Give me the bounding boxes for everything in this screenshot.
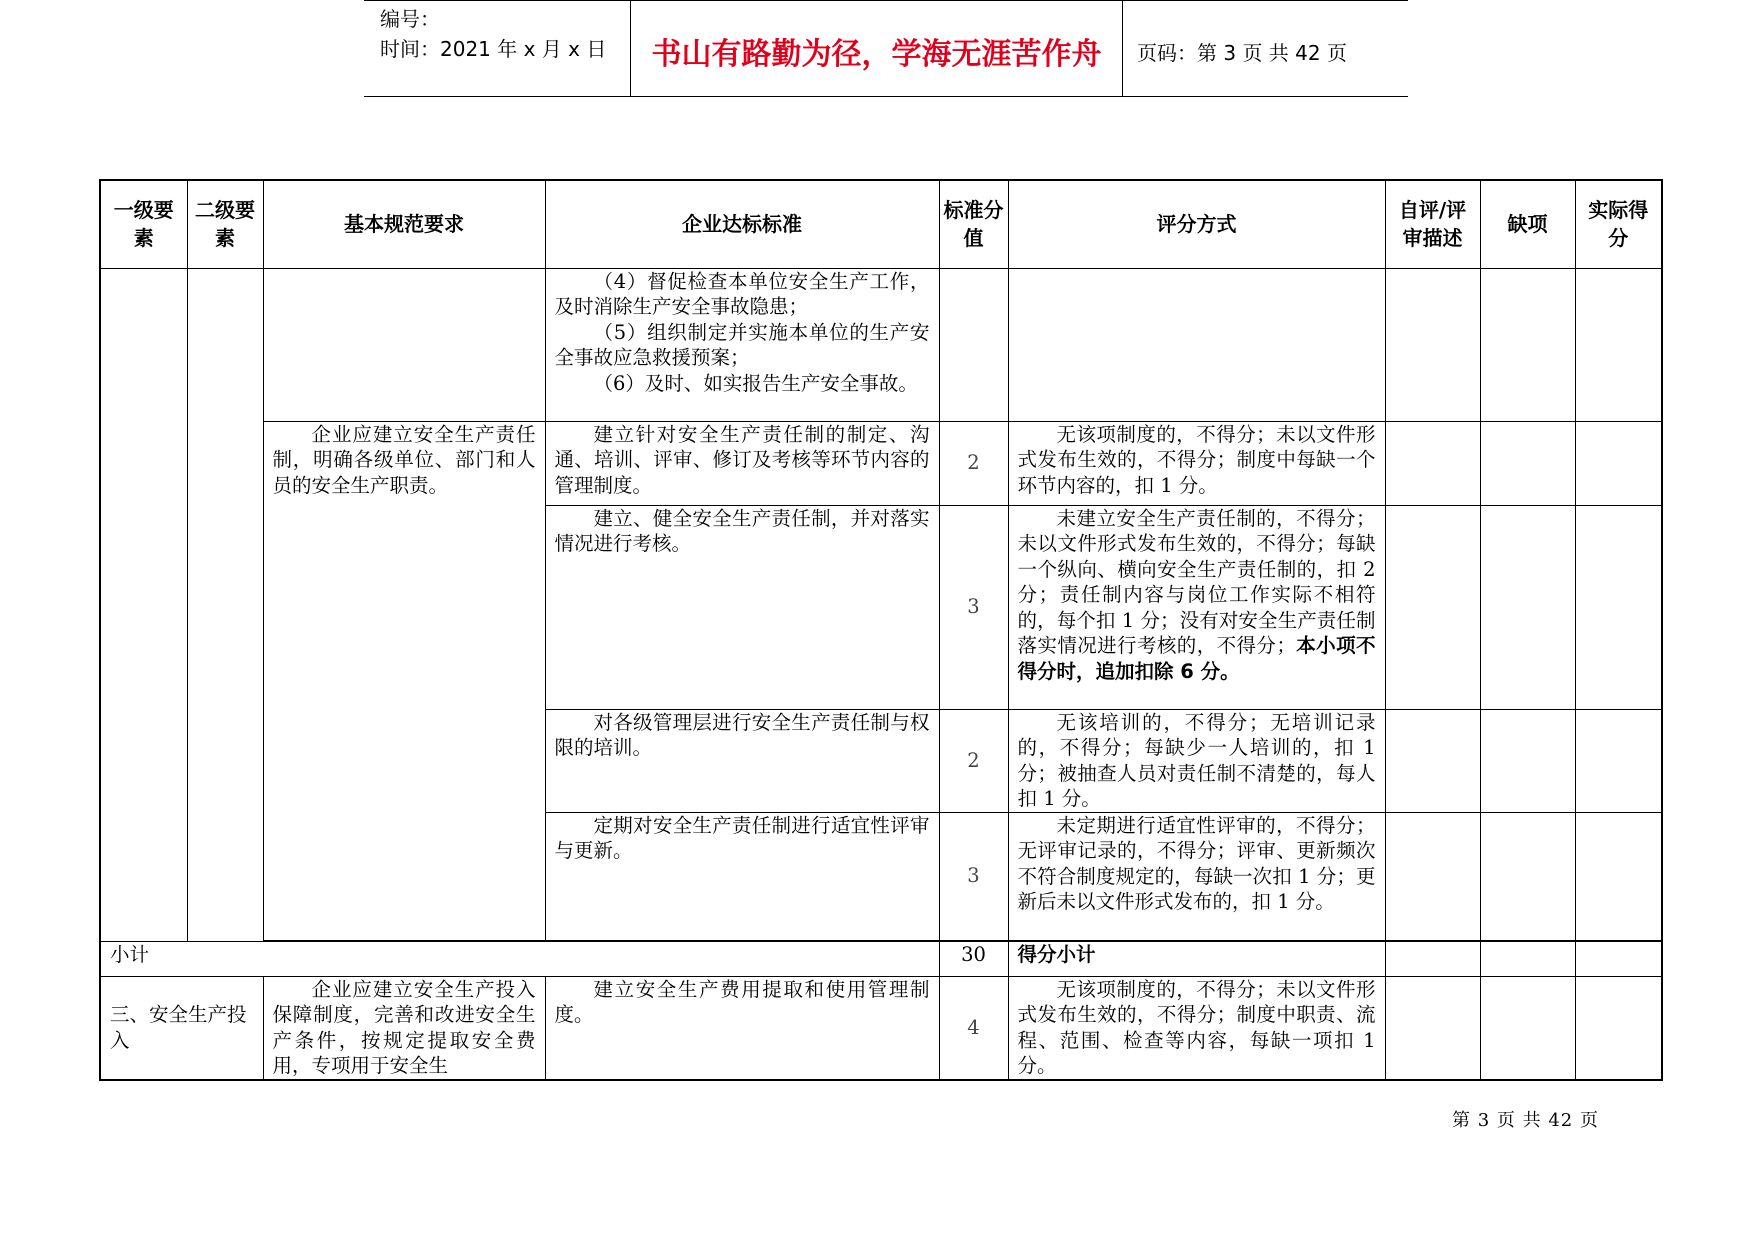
- scoring-cell: 未定期进行适宜性评审的，不得分；无评审记录的，不得分；评审、更新频次不符合制度规定的，每缺一次扣 1 分；更新后未以文件形式发布的，扣 1 分。: [1008, 812, 1385, 940]
- requirement-cell: [263, 268, 545, 421]
- header-points: 标准分值: [939, 180, 1008, 268]
- scoring-cell: [1008, 268, 1385, 421]
- level2-cell: [187, 268, 263, 941]
- header-motto-cell: [631, 1, 1123, 96]
- self-eval-cell: [1385, 976, 1480, 1080]
- standard-cell: [545, 268, 939, 421]
- table-row: [100, 268, 1662, 421]
- standard-cell: 建立安全生产费用提取和使用管理制度。: [545, 976, 939, 1080]
- self-eval-cell: [1385, 709, 1480, 812]
- header-self-eval: 自评/评审描述: [1385, 180, 1480, 268]
- subtotal-points: 30: [939, 941, 1008, 976]
- header-requirement: 基本规范要求: [263, 180, 545, 268]
- table-header-row: [100, 180, 1662, 268]
- subtotal-label: 小计: [100, 941, 939, 976]
- points-cell: 3: [939, 812, 1008, 940]
- header-missing: 缺项: [1480, 180, 1575, 268]
- points-cell: 2: [939, 421, 1008, 505]
- self-eval-cell: [1385, 941, 1480, 976]
- self-eval-cell: [1385, 268, 1480, 421]
- header-page-cell: [1123, 1, 1408, 96]
- level1-cell: [100, 268, 187, 941]
- standard-item: （5）组织制定并实施本单位的生产安全事故应急救援预案；: [554, 320, 930, 369]
- standard-item: （4）督促检查本单位安全生产工作，及时消除生产安全事故隐患；: [554, 269, 930, 318]
- actual-cell: [1575, 421, 1662, 505]
- missing-cell: [1480, 268, 1575, 421]
- missing-cell: [1480, 709, 1575, 812]
- header-scoring: 评分方式: [1008, 180, 1385, 268]
- motto-text: 书山有路勤为径，学海无涯苦作舟: [651, 37, 1102, 72]
- header-standard: 企业达标标准: [545, 180, 939, 268]
- number-label: 编号：: [380, 7, 440, 31]
- actual-cell: [1575, 709, 1662, 812]
- requirement-cell: 企业应建立安全生产投入保障制度，完善和改进安全生产条件，按规定提取安全费用，专项用于安全生: [263, 976, 545, 1080]
- subtotal-row: [100, 941, 1662, 976]
- scoring-text: 未建立安全生产责任制的，不得分；未以文件形式发布生效的，不得分；每缺一个纵向、横向安全生产责任制的，扣 2 分；责任制内容与岗位工作实际不相符的，每个扣 1 分；没有对安全生产责任制落实情况进行考核的，不得分；: [1017, 506, 1376, 657]
- points-cell: 3: [939, 505, 1008, 709]
- table-row: [100, 421, 1662, 505]
- points-cell: 4: [939, 976, 1008, 1080]
- standard-item: （6）及时、如实报告生产安全事故。: [593, 371, 918, 395]
- self-eval-cell: [1385, 505, 1480, 709]
- missing-cell: [1480, 941, 1575, 976]
- actual-cell: [1575, 941, 1662, 976]
- scoring-cell: 无该项制度的，不得分；未以文件形式发布生效的，不得分；制度中每缺一个环节内容的，扣 1 分。: [1008, 421, 1385, 505]
- actual-cell: [1575, 976, 1662, 1080]
- scoring-cell: [1008, 505, 1385, 709]
- missing-cell: [1480, 505, 1575, 709]
- header-level1: 一级要素: [100, 180, 187, 268]
- actual-cell: [1575, 268, 1662, 421]
- missing-cell: [1480, 421, 1575, 505]
- points-cell: [939, 268, 1008, 421]
- page-number-label: 页码：第 3 页 共 42 页: [1137, 41, 1347, 65]
- standard-cell: 对各级管理层进行安全生产责任制与权限的培训。: [545, 709, 939, 812]
- self-eval-cell: [1385, 421, 1480, 505]
- actual-cell: [1575, 505, 1662, 709]
- table-row: [100, 976, 1662, 1080]
- standard-cell: 建立、健全安全生产责任制，并对落实情况进行考核。: [545, 505, 939, 709]
- scoring-cell: 无该项制度的，不得分；未以文件形式发布生效的，不得分；制度中职责、流程、范围、检查等内容，每缺一项扣 1 分。: [1008, 976, 1385, 1080]
- level1-cell: 三、安全生产投入: [100, 976, 263, 1080]
- header-meta-cell: [364, 1, 631, 96]
- requirement-cell: 企业应建立安全生产责任制，明确各级单位、部门和人员的安全生产职责。: [263, 421, 545, 940]
- page-footer: 第 3 页 共 42 页: [1452, 1110, 1599, 1131]
- scoring-cell: 无该培训的，不得分；无培训记录的，不得分；每缺少一人培训的，扣 1 分；被抽查人员对责任制不清楚的，每人扣 1 分。: [1008, 709, 1385, 812]
- standard-cell: 建立针对安全生产责任制的制定、沟通、培训、评审、修订及考核等环节内容的管理制度。: [545, 421, 939, 505]
- self-eval-cell: [1385, 812, 1480, 940]
- evaluation-table: [99, 179, 1663, 1081]
- missing-cell: [1480, 812, 1575, 940]
- subtotal-score-label: 得分小计: [1008, 941, 1385, 976]
- missing-cell: [1480, 976, 1575, 1080]
- document-header: [364, 0, 1408, 97]
- standard-cell: 定期对安全生产责任制进行适宜性评审与更新。: [545, 812, 939, 940]
- header-level2: 二级要素: [187, 180, 263, 268]
- points-cell: 2: [939, 709, 1008, 812]
- header-actual: 实际得分: [1575, 180, 1662, 268]
- scoring-penalty-note: 本小项不得分时，追加扣除 6 分。: [1017, 634, 1376, 683]
- time-label: 时间：2021 年 x 月 x 日: [380, 37, 607, 61]
- actual-cell: [1575, 812, 1662, 940]
